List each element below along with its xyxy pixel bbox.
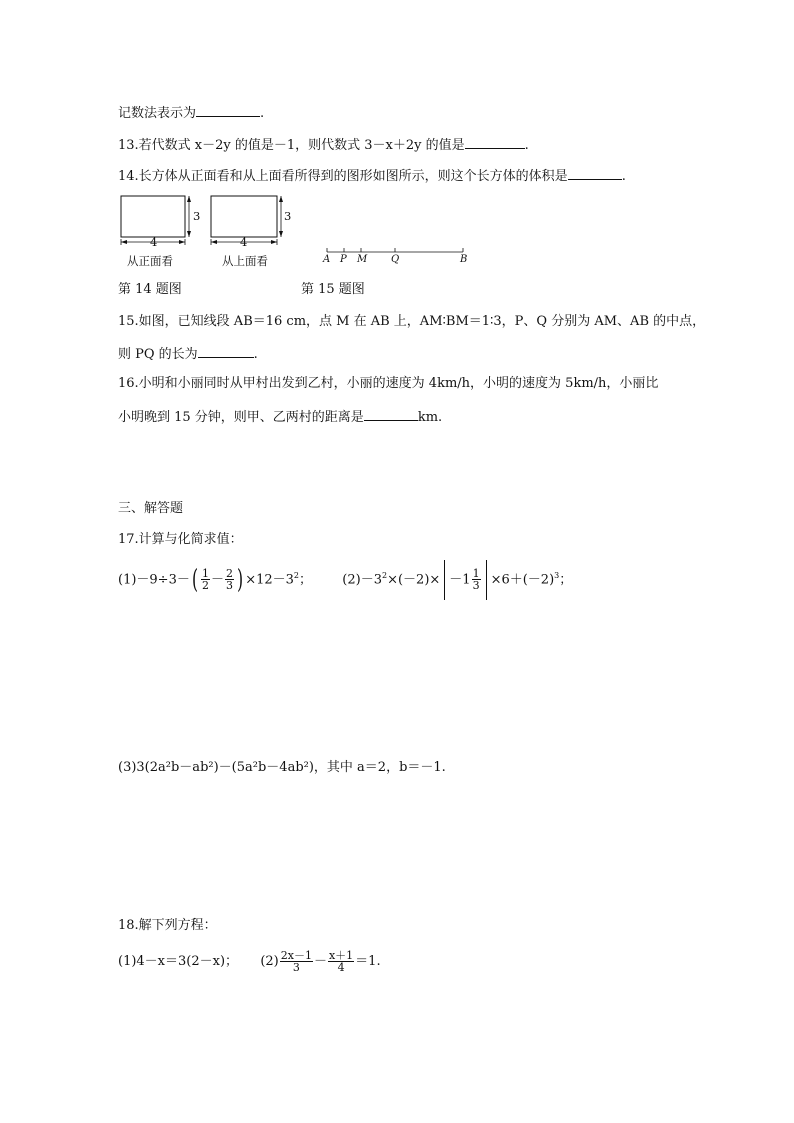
fig15-title: 第 15 题图 [301, 282, 365, 297]
q17-p1-exp: 2 [293, 571, 299, 580]
fig14-front-caption: 从正面看 [127, 254, 173, 268]
q17-p1-lparen: ( [191, 564, 198, 595]
q18-frac1-num: 2x－1 [280, 949, 312, 962]
q18-p1: (1)4－x＝3(2－x)； [118, 954, 239, 969]
q17-p1-frac2-num: 2 [226, 567, 234, 581]
q18-frac2-den: 4 [337, 961, 345, 974]
q15-line2-text: 则 PQ 的长为 [118, 347, 198, 362]
q17-p2-neg: －1 [449, 572, 471, 588]
q18-title: 18.解下列方程： [118, 918, 217, 933]
q15-line2 [118, 345, 258, 363]
fig14-front-height-label: 3 [193, 209, 201, 223]
q16-answer-blank[interactable] [364, 408, 418, 421]
q15-line1: 15.如图，已知线段 AB＝16 cm，点 M 在 AB 上，AM∶BM＝1∶3，P、Q 分别为 AM、AB 的中点， [118, 314, 706, 329]
fig15-segment [327, 248, 463, 252]
q17-p2-exp1: 2 [381, 571, 388, 580]
fig15-point-p: P [340, 254, 347, 265]
q14-end: . [621, 169, 626, 184]
fig15-point-m: M [357, 254, 368, 265]
q14-text: 14.长方体从正面看和从上面看所得到的图形如图所示，则这个长方体的体积是 [118, 169, 568, 184]
q18-p2-label: (2) [260, 954, 279, 969]
q17-part3: (3)3(2a²b－ab²)－(5a²b－4ab²)，其中 a＝2，b＝－1. [118, 760, 446, 775]
fig15-point-a: A [323, 254, 331, 265]
q18-end: ＝1. [355, 954, 381, 969]
fig14-top-caption: 从上面看 [222, 254, 268, 268]
q17-p1-b: ×12－3 [245, 572, 294, 588]
q17-p1-frac1-den: 2 [202, 579, 210, 593]
q16-unit: km. [417, 410, 443, 425]
q17-p1-frac1-num: 1 [202, 567, 210, 581]
q12-text: 记数法表示为 [118, 106, 197, 121]
fig14-top-height-label: 3 [284, 209, 292, 223]
q17-p1-frac2-den: 3 [226, 579, 234, 593]
q17-p2-frac-num: 1 [472, 567, 480, 581]
q16-line1: 16.小明和小丽同时从甲村出发到乙村，小丽的速度为 4km/h，小明的速度为 5km/h，小丽比 [118, 376, 659, 391]
section3-title: 三、解答题 [118, 501, 184, 516]
q18-frac2 [328, 950, 354, 973]
q17-part1 [118, 554, 572, 598]
q18-minus: － [313, 954, 327, 969]
fig15-point-q: Q [391, 254, 400, 265]
q18-frac1-den: 3 [292, 961, 300, 974]
q15-end: . [253, 347, 258, 362]
fig15-point-b: B [460, 254, 468, 265]
q17-p2-a: (2)－3 [342, 572, 382, 588]
q17-p1-minus: － [211, 572, 225, 588]
q17-p2-frac-den: 3 [472, 579, 480, 593]
q17-p2-frac [472, 568, 481, 591]
q17-p1-frac2 [225, 568, 234, 591]
q17-p1-c: ； [299, 572, 313, 588]
q17-p2-abs-left [444, 560, 445, 600]
q17-title: 17.计算与化简求值： [118, 532, 243, 547]
fig14-top-width-label: 4 [240, 235, 248, 249]
q17-p1-frac1 [201, 568, 210, 591]
q17-p2-d: ； [559, 572, 573, 588]
q13-text: 13.若代数式 x－2y 的值是－1，则代数式 3－x＋2y 的值是 [118, 138, 465, 153]
q17-p1-a: (1)－9÷3－ [118, 572, 190, 588]
q17-p1-rparen: ) [237, 564, 244, 595]
q17-p2-abs-right [486, 560, 487, 600]
q12-end: . [260, 106, 265, 121]
q13-end: . [524, 138, 529, 153]
q18-parts [118, 944, 381, 980]
fig14-title: 第 14 题图 [118, 282, 182, 297]
q17-p2-b: ×(－2)× [387, 572, 441, 588]
q18-frac1 [280, 950, 313, 973]
q18-frac2-num: x＋1 [328, 949, 354, 962]
fig14-front-width-label: 4 [150, 235, 158, 249]
q15-answer-blank[interactable] [198, 345, 254, 358]
q16-line2 [118, 408, 442, 426]
q16-line2-text: 小明晚到 15 分钟，则甲、乙两村的距离是 [118, 410, 364, 425]
q17-p2-exp2: 3 [554, 571, 560, 580]
q17-p2-c: ×6＋(－2) [490, 572, 555, 588]
